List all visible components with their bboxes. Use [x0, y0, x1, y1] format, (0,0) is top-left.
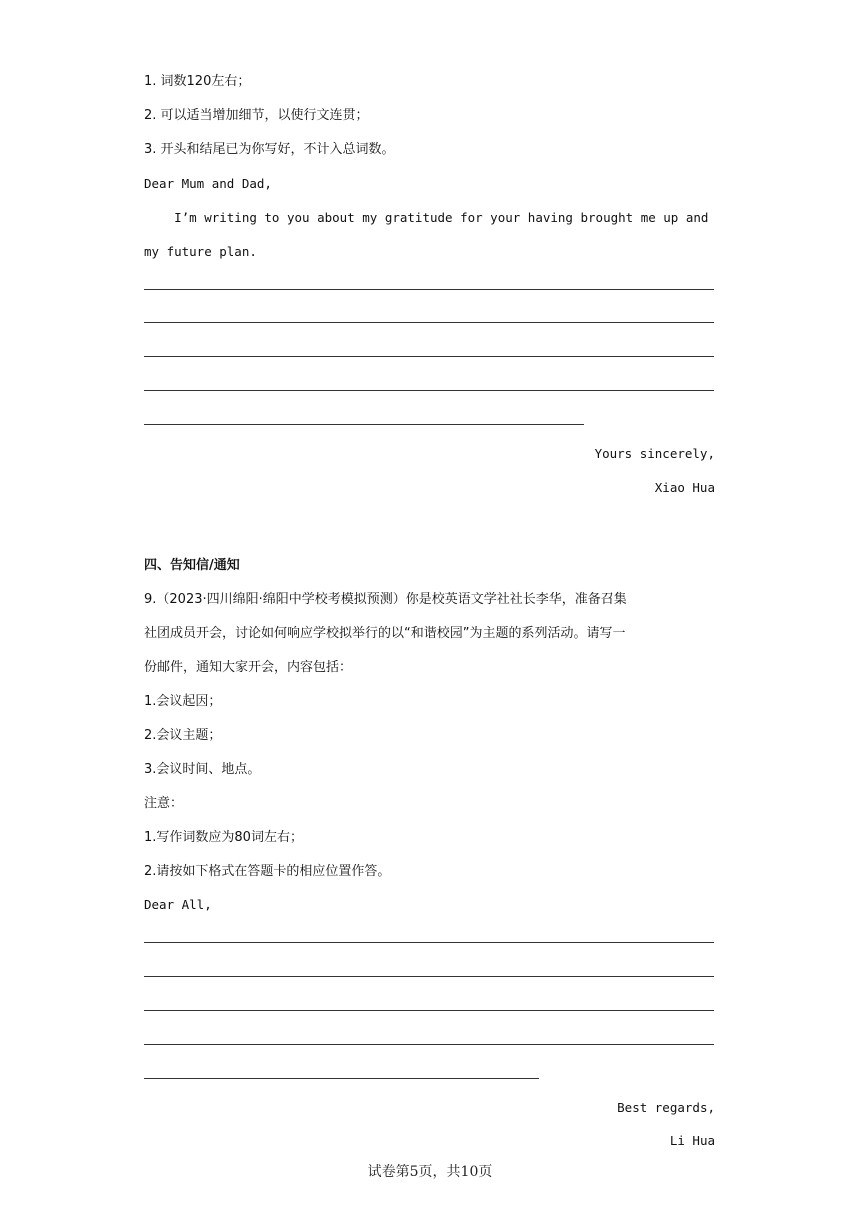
answer-line: [144, 1078, 539, 1079]
answer-line: [144, 289, 714, 290]
content-item: 1.会议起因；: [144, 694, 222, 709]
letter-salutation: Dear Mum and Dad,: [144, 176, 272, 191]
letter-closing: Yours sincerely,: [594, 446, 715, 461]
answer-line: [144, 322, 714, 323]
letter-closing: Best regards,: [617, 1100, 715, 1115]
note-item: 2.请按如下格式在答题卡的相应位置作答。: [144, 864, 391, 879]
letter-opening-continued: my future plan.: [144, 244, 257, 259]
note-label: 注意：: [144, 796, 184, 811]
answer-line: [144, 390, 714, 391]
answer-line: [144, 976, 714, 977]
content-item: 2.会议主题；: [144, 728, 222, 743]
answer-line: [144, 356, 714, 357]
question-text: 9.（2023·四川绵阳·绵阳中学校考模拟预测）你是校英语文学社社长李华，准备召集: [144, 592, 627, 607]
requirement-item: 3. 开头和结尾已为你写好，不计入总词数。: [144, 142, 395, 157]
requirement-item: 2. 可以适当增加细节，以使行文连贯；: [144, 108, 369, 123]
page-footer: 试卷第5页，共10页: [367, 1164, 493, 1180]
letter-signature: Li Hua: [669, 1133, 715, 1148]
note-item: 1.写作词数应为80词左右；: [144, 830, 303, 845]
answer-line: [144, 1044, 714, 1045]
question-text: 社团成员开会，讨论如何响应学校拟举行的以“和谐校园”为主题的系列活动。请写一: [144, 626, 626, 641]
answer-line: [144, 942, 714, 943]
letter-opening: I’m writing to you about my gratitude for your having brought me up and: [144, 210, 709, 225]
answer-line: [144, 1010, 714, 1011]
section-heading: 四、告知信/通知: [144, 558, 240, 573]
question-text: 份邮件，通知大家开会，内容包括：: [144, 660, 353, 675]
letter-signature: Xiao Hua: [654, 480, 715, 495]
content-item: 3.会议时间、地点。: [144, 762, 261, 777]
requirement-item: 1. 词数120左右；: [144, 74, 251, 89]
letter-salutation: Dear All,: [144, 897, 212, 912]
answer-line: [144, 424, 584, 425]
